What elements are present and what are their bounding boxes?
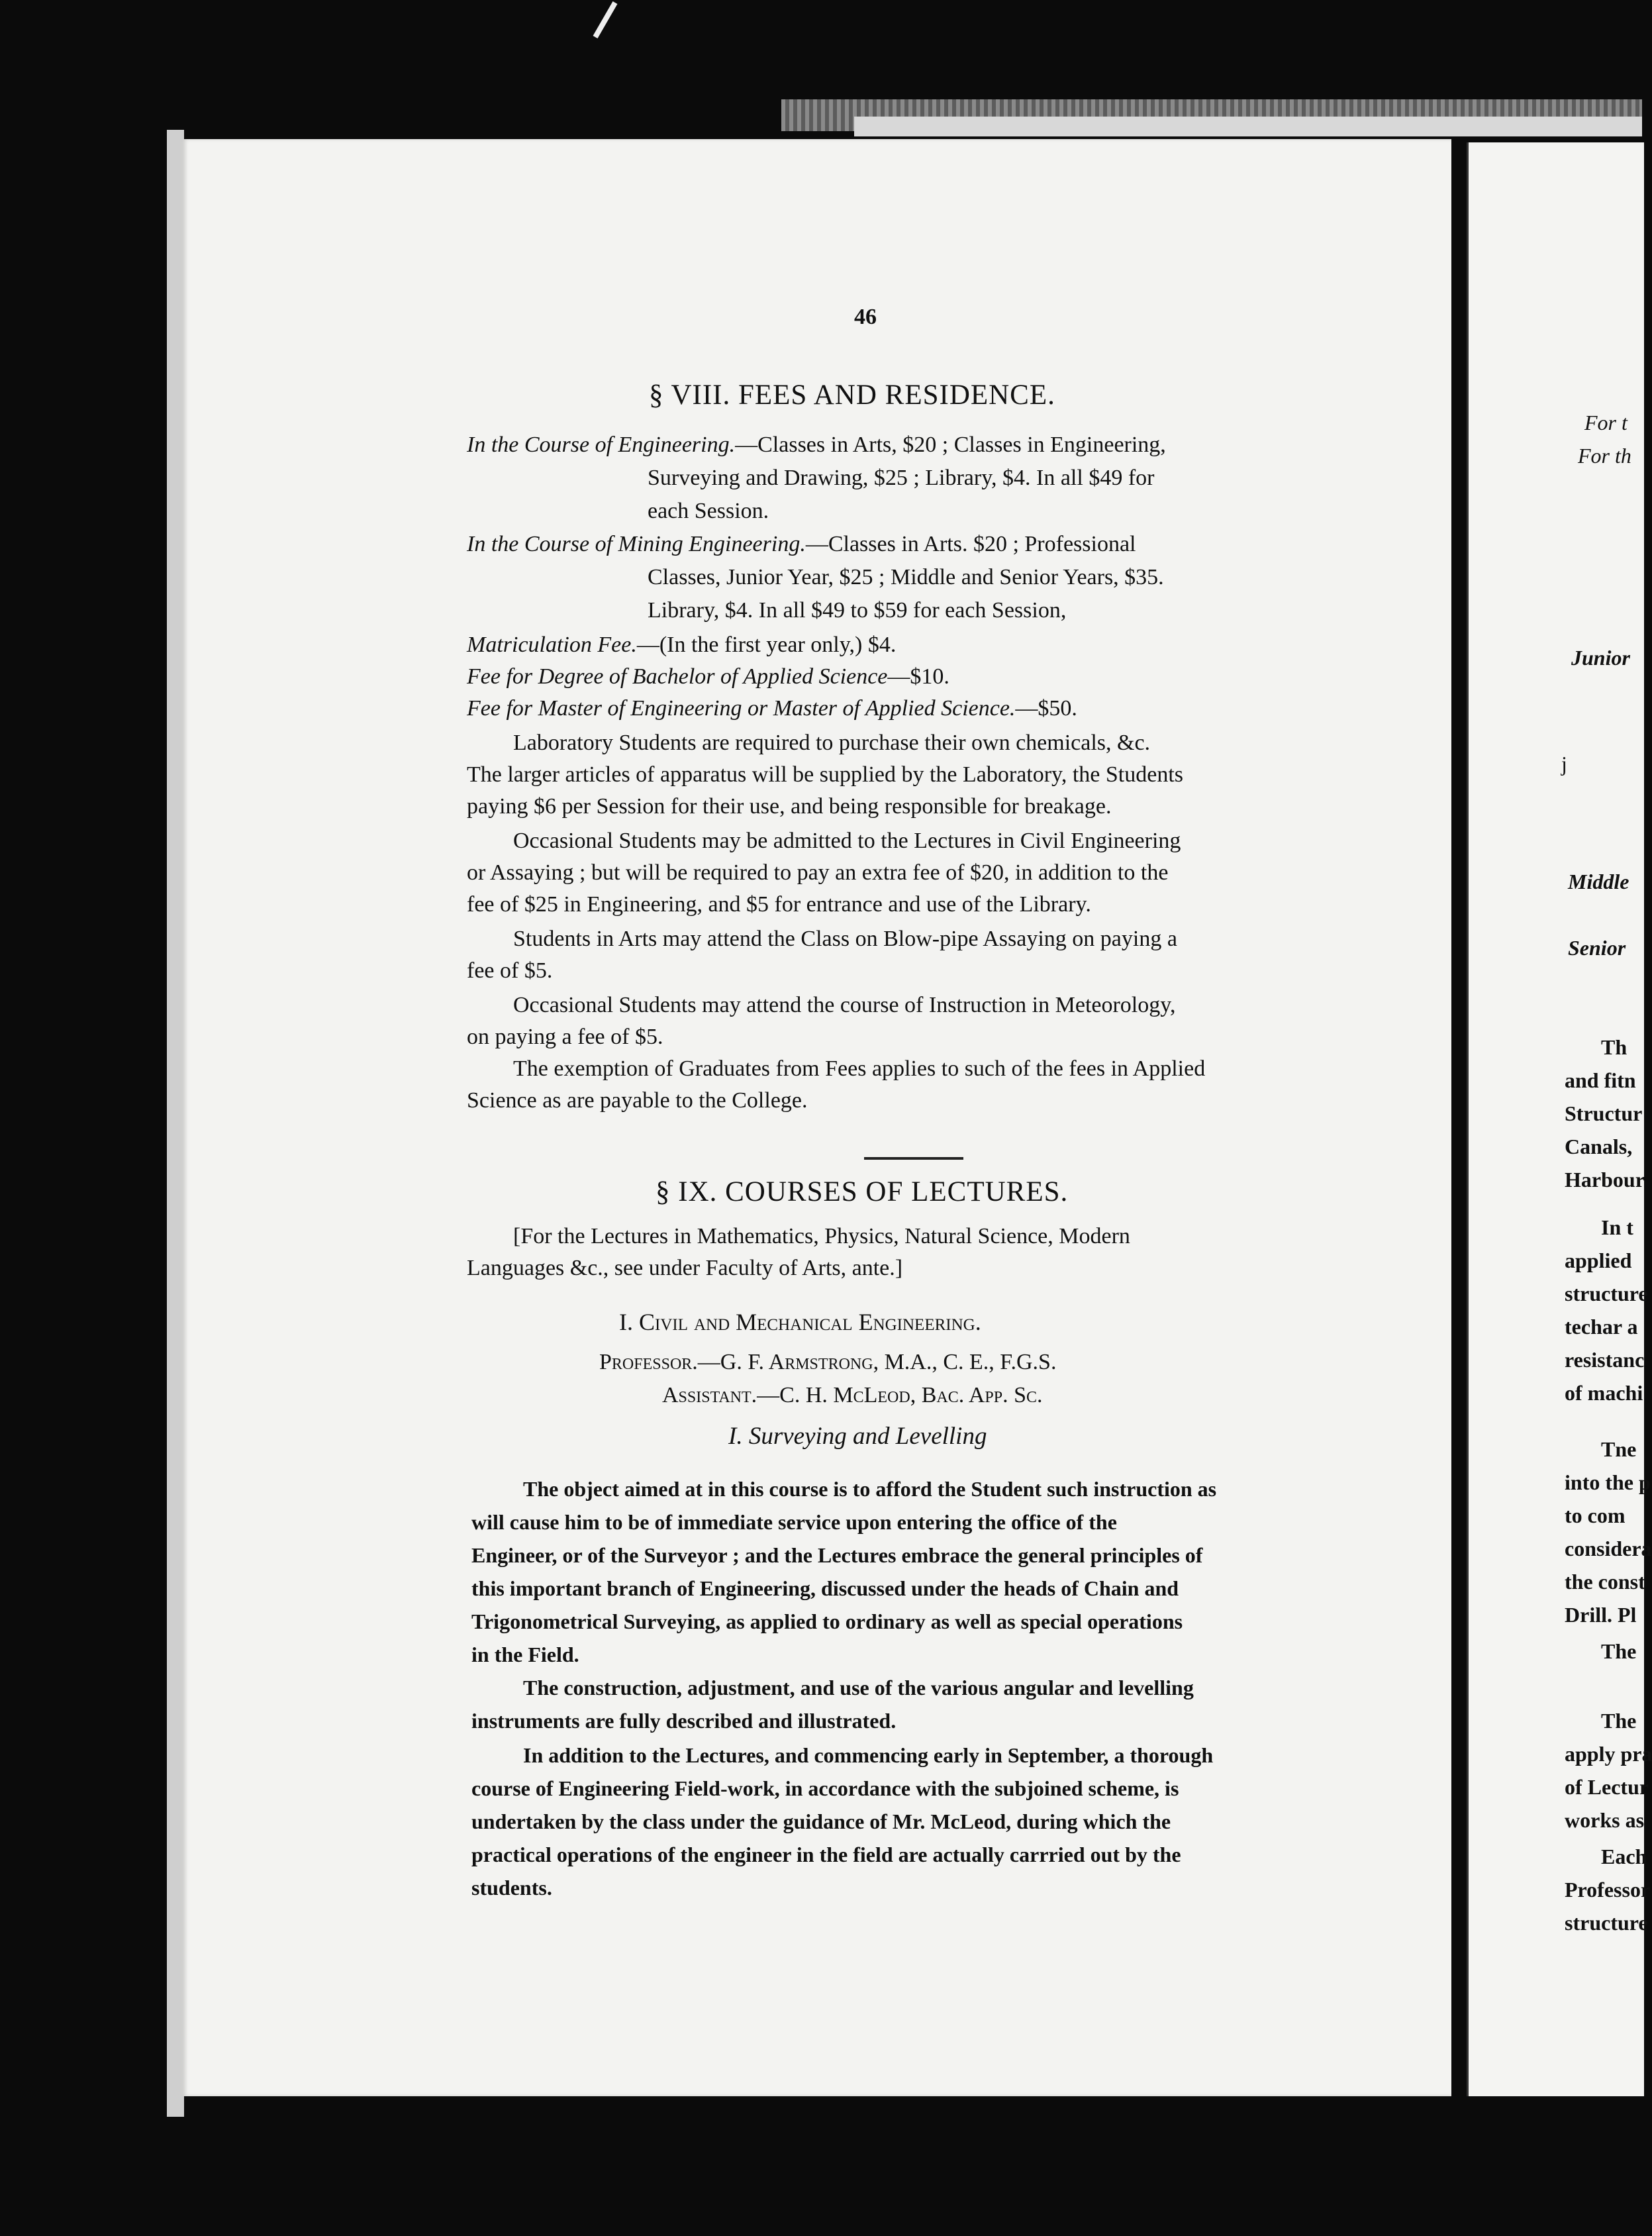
- facing-line: Senior: [1568, 936, 1626, 960]
- page-number: 46: [854, 305, 877, 329]
- bachelor-fee: Fee for Degree of Bachelor of Applied Science—$10.: [467, 664, 949, 689]
- fieldwork-para-line-5: students.: [471, 1876, 552, 1900]
- facing-line: applied: [1565, 1248, 1632, 1272]
- fieldwork-para-line-4: practical operations of the engineer in the field are actually carrried out by the: [471, 1843, 1181, 1866]
- fieldwork-para-line-2: course of Engineering Field-work, in accordance with the subjoined scheme, is: [471, 1776, 1179, 1800]
- engineering-fees-line-3: each Session.: [648, 499, 769, 523]
- professor-line: Professor.—G. F. Armstrong, M.A., C. E., F.G.S.: [599, 1350, 1057, 1374]
- facing-line: Professor: [1565, 1878, 1651, 1902]
- facing-line: Middle: [1568, 870, 1629, 893]
- facing-line: j: [1561, 752, 1567, 776]
- facing-line: resistanc: [1565, 1348, 1645, 1372]
- engineering-fees-line-1: In the Course of Engineering.—Classes in Arts, $20 ; Classes in Engineering,: [467, 432, 1166, 457]
- lectures-note-line-1: [For the Lectures in Mathematics, Physics, Natural Science, Modern: [513, 1224, 1130, 1248]
- fieldwork-para-line-3: undertaken by the class under the guidance of Mr. McLeod, during which the: [471, 1809, 1171, 1833]
- arts-students-line-2: fee of $5.: [467, 958, 553, 983]
- facing-line: of machi: [1565, 1381, 1643, 1405]
- facing-line: For th: [1578, 444, 1631, 468]
- facing-line: For t: [1584, 411, 1628, 434]
- facing-line: The: [1601, 1709, 1637, 1733]
- surveying-heading: I. Surveying and Levelling: [728, 1423, 987, 1450]
- object-para-line-5: Trigonometrical Surveying, as applied to ordinary as well as special operations: [471, 1609, 1183, 1633]
- facing-line: Each: [1601, 1845, 1647, 1868]
- facing-line: Th: [1601, 1035, 1628, 1059]
- facing-line: considera: [1565, 1537, 1652, 1560]
- occasional-para-line-2: or Assaying ; but will be required to pay an extra fee of $20, in addition to the: [467, 860, 1169, 885]
- mining-fees-line-2: Classes, Junior Year, $25 ; Middle and Senior Years, $35.: [648, 565, 1164, 589]
- scan-mark: [593, 1, 618, 38]
- assistant-line: Assistant.—C. H. McLeod, Bac. App. Sc.: [662, 1383, 1043, 1407]
- mining-fees-line-3: Library, $4. In all $49 to $59 for each Session,: [648, 598, 1067, 623]
- arts-students-line-1: Students in Arts may attend the Class on Blow-pipe Assaying on paying a: [513, 927, 1177, 951]
- facing-line: Harbour: [1565, 1168, 1645, 1192]
- object-para-line-4: this important branch of Engineering, discussed under the heads of Chain and: [471, 1576, 1179, 1600]
- occasional-para-line-3: fee of $25 in Engineering, and $5 for entrance and use of the Library.: [467, 892, 1091, 917]
- object-para-line-1: The object aimed at in this course is to afford the Student such instruction as: [523, 1477, 1217, 1501]
- occasional-para-line-1: Occasional Students may be admitted to the Lectures in Civil Engineering: [513, 829, 1181, 853]
- facing-line: Tne: [1601, 1437, 1637, 1461]
- facing-page: [1467, 142, 1652, 2096]
- facing-line: The: [1601, 1639, 1637, 1663]
- section-divider: [864, 1157, 963, 1160]
- section-8-heading: § VIII. FEES AND RESIDENCE.: [649, 380, 1055, 411]
- facing-line: apply pra: [1565, 1742, 1652, 1766]
- facing-line: the const: [1565, 1570, 1645, 1594]
- laboratory-para-line-3: paying $6 per Session for their use, and being responsible for breakage.: [467, 794, 1112, 819]
- master-fee: Fee for Master of Engineering or Master of Applied Science.—$50.: [467, 696, 1077, 721]
- facing-line: into the p: [1565, 1470, 1651, 1494]
- fieldwork-para-line-1: In addition to the Lectures, and commencing early in September, a thorough: [523, 1743, 1214, 1767]
- facing-line: Junior: [1571, 646, 1630, 670]
- mining-fees-line-1: In the Course of Mining Engineering.—Classes in Arts. $20 ; Professional: [467, 532, 1136, 556]
- meteorology-line-1: Occasional Students may attend the course of Instruction in Meteorology,: [513, 993, 1176, 1017]
- facing-line: structure: [1565, 1911, 1648, 1935]
- facing-line: techar a: [1565, 1315, 1638, 1339]
- construction-para-line-1: The construction, adjustment, and use of the various angular and levelling: [523, 1676, 1194, 1700]
- exemption-line-1: The exemption of Graduates from Fees applies to such of the fees in Applied: [513, 1056, 1206, 1081]
- facing-line: Canals,: [1565, 1135, 1633, 1158]
- civil-engineering-heading: I. Civil and Mechanical Engineering.: [619, 1309, 981, 1335]
- laboratory-para-line-1: Laboratory Students are required to purchase their own chemicals, &c.: [513, 731, 1151, 755]
- object-para-line-3: Engineer, or of the Surveyor ; and the Lectures embrace the general principles of: [471, 1543, 1203, 1567]
- facing-line: and fitn: [1565, 1068, 1636, 1092]
- engineering-fees-line-2: Surveying and Drawing, $25 ; Library, $4. In all $49 for: [648, 466, 1155, 490]
- laboratory-para-line-2: The larger articles of apparatus will be supplied by the Laboratory, the Students: [467, 762, 1184, 787]
- lectures-note-line-2: Languages &c., see under Faculty of Arts, ante.]: [467, 1256, 903, 1280]
- film-strip-edge: [854, 117, 1642, 136]
- matriculation-fee: Matriculation Fee.—(In the first year only,) $4.: [467, 633, 897, 657]
- object-para-line-2: will cause him to be of immediate service upon entering the office of the: [471, 1510, 1117, 1534]
- facing-line: Structur: [1565, 1101, 1643, 1125]
- facing-line: structure: [1565, 1282, 1648, 1305]
- facing-line: In t: [1601, 1215, 1633, 1239]
- construction-para-line-2: instruments are fully described and illustrated.: [471, 1709, 897, 1733]
- facing-line: of Lectur: [1565, 1775, 1649, 1799]
- object-para-line-6: in the Field.: [471, 1643, 579, 1666]
- facing-line: Drill. Pl: [1565, 1603, 1637, 1627]
- facing-line: to com: [1565, 1503, 1626, 1527]
- section-9-heading: § IX. COURSES OF LECTURES.: [656, 1176, 1069, 1207]
- facing-line: works as: [1565, 1808, 1645, 1832]
- meteorology-line-2: on paying a fee of $5.: [467, 1025, 663, 1049]
- exemption-line-2: Science as are payable to the College.: [467, 1088, 808, 1113]
